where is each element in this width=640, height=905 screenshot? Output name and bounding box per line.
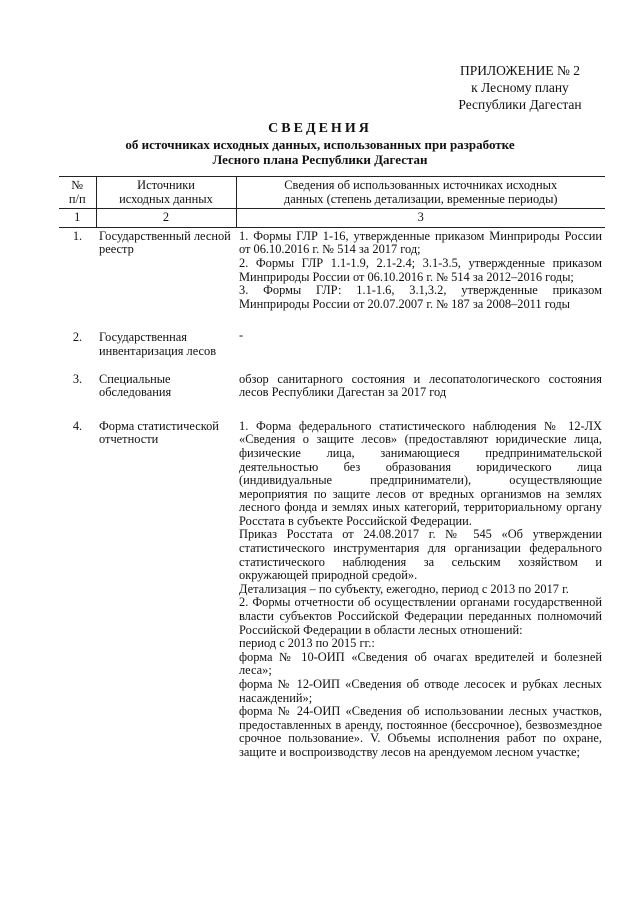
- appendix-line-2: к Лесному плану: [471, 80, 569, 95]
- table-row: [59, 227, 605, 313]
- detail-paragraph: форма № 24-ОИП «Сведения об использовании лесных участков, предоставленных в аренду, постоянное (бессрочное), безвозмездное срочное пользование». V. Объемы исполнения работ по охране, защите и воспроизводству лесов на арендуемом лесном участке;: [239, 704, 602, 759]
- row-source: Форма статистической отчетности: [99, 418, 219, 447]
- table-row: [59, 313, 605, 360]
- detail-paragraph: 1. Формы ГЛР 1-16, утвержденные приказом Минприроды России от 06.10.2016 г. № 514 за 2017 год;: [239, 228, 602, 257]
- detail-paragraph: форма № 10-ОИП «Сведения об очагах вредителей и болезней леса»;: [239, 649, 602, 678]
- header-sources-line-2: исходных данных: [119, 191, 213, 206]
- sources-table: [59, 176, 605, 762]
- column-number-row: [59, 209, 605, 228]
- detail-paragraph: 3. Формы ГЛР: 1.1-1.6, 3.1,3.2, утвержденные приказом Минприроды России от 20.07.2007 г. № 187 за 2008–2011 годы: [239, 283, 602, 311]
- appendix-line-3: Республики Дагестан: [458, 97, 582, 112]
- table-header-row: [59, 177, 605, 209]
- table-row: [59, 402, 605, 762]
- row-details: [236, 313, 605, 360]
- row-details: [236, 227, 605, 313]
- detail-paragraph: 1. Форма федерального статистического наблюдения № 12-ЛХ «Сведения о защите лесов» (предоставляют юридические лица, физические лица, занимающиеся предпринимательской деятельностью без образования юридического лица (индивидуальные предприниматели), осуществляющие мероприятия по защите лесов от вредных организмов на землях лесного фонда и землях иных категорий, территориальному органу Росстата в субъекте Российской Федерации.: [239, 418, 602, 528]
- column-number-3: 3: [236, 209, 605, 228]
- row-details: [236, 361, 605, 402]
- row-number: 1.: [72, 228, 83, 243]
- title-block: [80, 121, 560, 167]
- row-number: 3.: [72, 371, 83, 386]
- row-source: Специальные обследования: [99, 371, 172, 400]
- row-number: 4.: [72, 418, 83, 433]
- header-sources: [96, 177, 236, 209]
- header-details: [236, 177, 605, 209]
- column-number-1: 1: [59, 209, 96, 228]
- detail-paragraph: 2. Формы ГЛР 1.1-1.9, 2.1-2.4; 3.1-3.5, утвержденные приказом Минприроды России от 06.10.2016 г. № 514 за 2012–2016 годы;: [239, 255, 602, 284]
- detail-paragraph: форма № 12-ОИП «Сведения об отводе лесосек и рубках лесных насаждений»;: [239, 677, 602, 705]
- row-details: [236, 402, 605, 762]
- document-subtitle-line-2: Лесного плана Республики Дагестан: [212, 152, 428, 167]
- document-subtitle-line-1: об источниках исходных данных, использованных при разработке: [125, 137, 515, 152]
- appendix-line-1: ПРИЛОЖЕНИЕ № 2: [459, 63, 581, 78]
- table-row: [59, 361, 605, 402]
- header-number-line-1: №: [71, 178, 84, 192]
- detail-paragraph: Приказ Росстата от 24.08.2017 г. № 545 «Об утверждении статистического инструментария для организации федерального статистического наблюдения за сельским хозяйством и окружающей природной средой».: [239, 527, 602, 583]
- row-source: Государственный лесной реестр: [99, 228, 231, 257]
- column-number-2: 2: [96, 209, 236, 228]
- header-details-line-2: данных (степень детализации, временные периоды): [283, 191, 558, 206]
- detail-paragraph: -: [239, 328, 244, 343]
- appendix-header: [420, 62, 620, 113]
- detail-paragraph: Детализация – по субъекту, ежегодно, период с 2013 по 2017 г.: [239, 581, 569, 596]
- header-number-line-2: п/п: [68, 191, 86, 206]
- detail-paragraph: обзор санитарного состояния и лесопатологического состояния лесов Республики Дагестан за 2017 год: [239, 371, 602, 400]
- header-number: [59, 177, 96, 209]
- row-number: 2.: [72, 330, 83, 345]
- document-title: СВЕДЕНИЯ: [268, 121, 372, 136]
- detail-paragraph: 2. Формы отчетности об осуществлении органами государственной власти субъектов Российской Федерации переданных полномочий Российской Федерации в области лесных отношений:: [239, 595, 602, 637]
- row-source: Государственная инвентаризация лесов: [99, 330, 217, 358]
- header-details-line-1: Сведения об использованных источниках исходных: [284, 178, 558, 192]
- header-sources-line-1: Источники: [137, 178, 195, 192]
- detail-paragraph: период с 2013 по 2015 гг.:: [239, 636, 375, 651]
